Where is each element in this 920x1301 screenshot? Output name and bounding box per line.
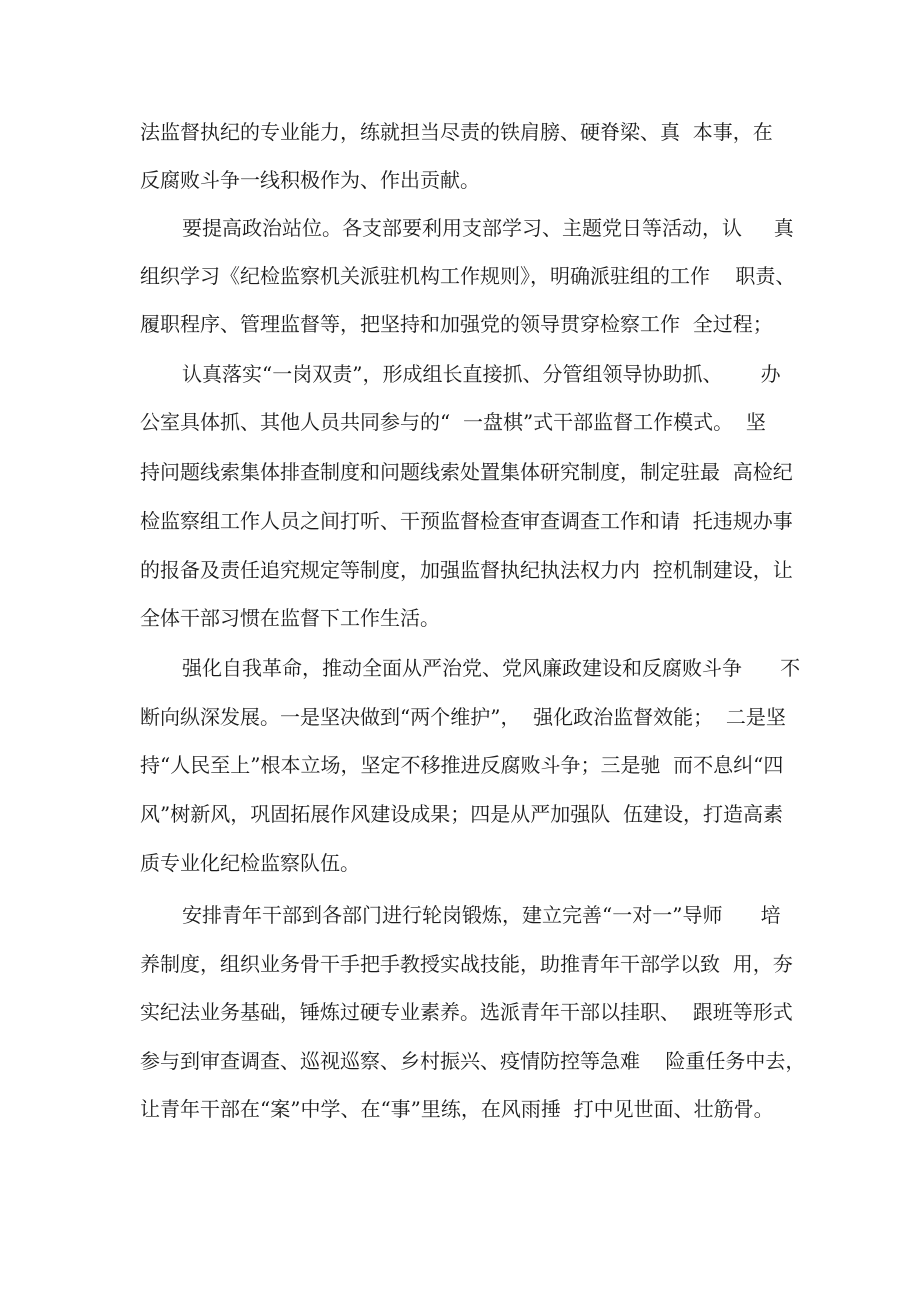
text-line: 检监察组工作人员之间打听、干预监督检查审查调查工作和请 托违规办事 <box>140 509 793 533</box>
text-line: 断向纵深发展。一是坚决做到“两个维护”， 强化政治监督效能； 二是坚 <box>140 705 786 729</box>
text-line: 反腐败斗争一线积极作为、作出贡献。 <box>140 168 480 192</box>
text-line: 组织学习《纪检监察机关派驻机构工作规则》，明确派驻组的工作 职责、 <box>140 264 796 288</box>
text-line: 养制度，组织业务骨干手把手教授实战技能，助推青年干部学以致 用，夯 <box>140 952 793 976</box>
text-line: 公室具体抓、其他人员共同参与的“ 一盘棋”式干部监督工作模式。 坚 <box>140 410 766 434</box>
text-line: 让青年干部在“案”中学、在“事”里练，在风雨捶 打中见世面、壮筋骨。 <box>140 1097 774 1121</box>
text-line: 安排青年干部到各部门进行轮岗锻炼，建立完善“一对一”导师 培 <box>182 903 781 927</box>
text-line: 认真落实“一岗双责”，形成组长直接抓、分管组领导协助抓、 办 <box>182 362 781 386</box>
text-line: 持问题线索集体排查制度和问题线索处置集体研究制度，制定驻最 高检纪 <box>140 460 793 484</box>
text-line: 强化自我革命，推动全面从严治党、党风廉政建设和反腐败斗争 不 <box>182 656 801 680</box>
text-line: 参与到审查调查、巡视巡察、乡村振兴、疫情防控等急难 险重任务中去， <box>140 1049 806 1073</box>
text-line: 风”树新风，巩固拓展作风建设成果；四是从严加强队 伍建设，打造高素 <box>140 802 783 826</box>
text-line: 质专业化纪检监察队伍。 <box>140 851 360 875</box>
text-line: 要提高政治站位。各支部要利用支部学习、主题党日等活动，认 真 <box>182 216 794 240</box>
text-line: 的报备及责任追究规定等制度，加强监督执纪执法权力内 控机制建设，让 <box>140 558 793 582</box>
text-line: 法监督执纪的专业能力，练就担当尽责的铁肩膀、硬脊梁、真 本事，在 <box>140 120 773 144</box>
text-line: 履职程序、管理监督等，把坚持和加强党的领导贯穿检察工作 全过程； <box>140 312 773 336</box>
text-line: 全体干部习惯在监督下工作生活。 <box>140 606 440 630</box>
text-line: 持“人民至上”根本立场，坚定不移推进反腐败斗争；三是驰 而不息纠“四 <box>140 753 784 777</box>
text-line: 实纪法业务基础，锤炼过硬专业素养。选派青年干部以挂职、 跟班等形式 <box>140 1000 793 1024</box>
